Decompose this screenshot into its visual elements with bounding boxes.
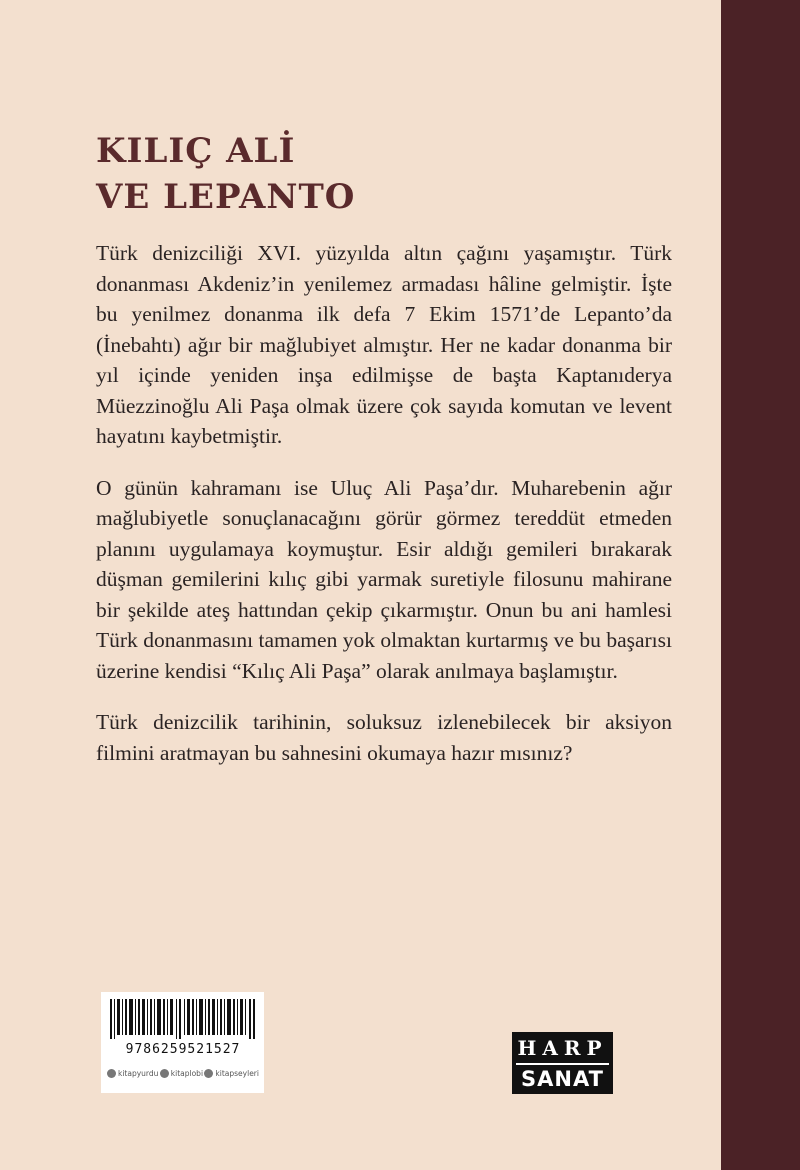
publisher-line-1: HARP <box>517 1036 608 1060</box>
publisher-logo <box>512 1032 613 1094</box>
publisher-line-2: SANAT <box>521 1067 604 1091</box>
seller-logos <box>107 1069 259 1078</box>
book-title <box>96 128 355 220</box>
seller-mark-icon <box>160 1069 169 1078</box>
seller-logo: kitaplobi <box>160 1069 203 1078</box>
blurb-paragraph: Türk denizciliği XVI. yüzyılda altın çağını yaşamıştır. Türk donanması Akdeniz’in yenilemez armadası hâline gelmiştir. İşte bu yenilmez donanma ilk defa 7 Ekim 1571’de Lepanto’da (İnebahtı) ağır bir mağlubiyet almıştır. Her ne kadar donanma bir yıl içinde yeniden inşa edilmişse de başta Kaptanıderya Müezzinoğlu Ali Paşa olmak üzere çok sayıda komutan ve levent hayatını kaybetmiştir. <box>96 241 672 448</box>
blurb-paragraph: O günün kahramanı ise Uluç Ali Paşa’dır. Muharebenin ağır mağlubiyetle sonuçlanacağını görür görmez tereddüt etmeden planını uygulamaya koymuştur. Esir aldığı gemileri bırakarak düşman gemilerini kılıç gibi yarmak suretiyle filosunu mahirane bir şekilde ateş hattından çekip çıkarmıştır. Onun bu ani hamlesi Türk donanmasını tamamen yok olmaktan kurtarmış ve bu başarısı üzerine kendisi “Kılıç Ali Paşa” olarak anılmaya başlamıştır. <box>96 475 672 683</box>
seller-mark-icon <box>107 1069 116 1078</box>
seller-mark-icon <box>204 1069 213 1078</box>
title-line-2: VE LEPANTO <box>96 177 356 217</box>
seller-logo: kitapyurdu <box>107 1069 158 1078</box>
title-line-1: KILIÇ ALİ <box>96 131 296 171</box>
blurb-paragraph: Türk denizcilik tarihinin, soluksuz izlenebilecek bir aksiyon filmini aratmayan bu sahnesini okumaya hazır mısınız? <box>96 710 672 765</box>
blurb <box>96 238 672 789</box>
isbn-number: 9786259521527 <box>125 1042 241 1057</box>
publisher-divider <box>516 1063 609 1065</box>
book-spine <box>721 0 800 1170</box>
barcode-icon <box>110 999 255 1039</box>
barcode-label <box>101 992 264 1093</box>
seller-logo: kitapseyleri <box>204 1069 259 1078</box>
